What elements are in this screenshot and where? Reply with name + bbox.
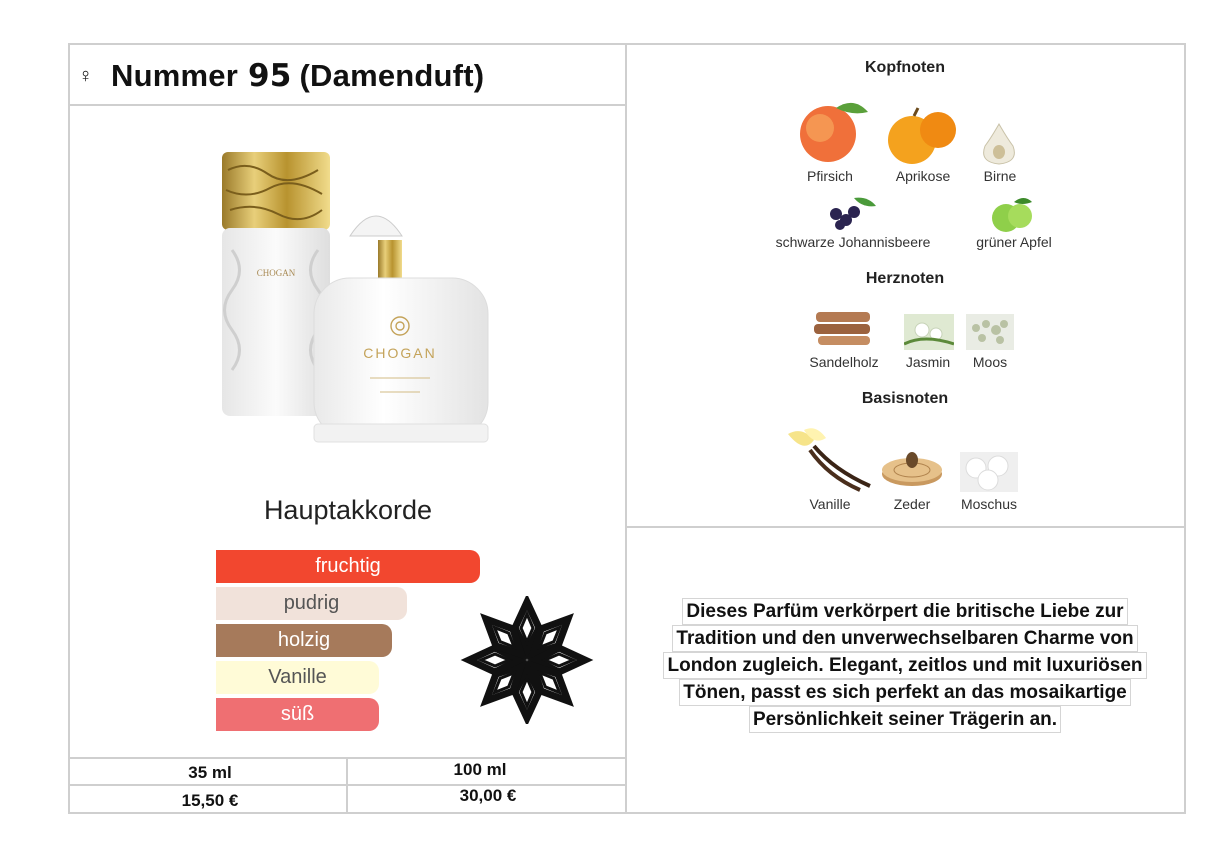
bottle-brand-text: CHOGAN <box>363 345 437 361</box>
blackcurrant-icon <box>824 194 880 232</box>
accord-bar-pudrig <box>216 587 407 620</box>
accord-bar-suess <box>216 698 379 731</box>
description-line: London zugleich. Elegant, zeitlos und mit luxuriösen <box>663 652 1146 679</box>
note-label-pfirsich: Pfirsich <box>807 168 853 184</box>
perfume-product-image <box>210 140 500 450</box>
accord-bar-fruchtig <box>216 550 480 583</box>
note-label-moschus: Moschus <box>960 496 1018 512</box>
page-title <box>72 47 624 105</box>
column-divider <box>625 43 627 814</box>
description-line: Tradition und den unverwechselbaren Charme von <box>672 625 1137 652</box>
price-100: 30,00 € <box>459 786 517 805</box>
notes-divider <box>625 526 1186 528</box>
accord-bar-holzig <box>216 624 392 657</box>
size-35-label: 35 ml <box>188 763 232 782</box>
cedar-icon <box>880 446 944 494</box>
title-suffix: (Damenduft) <box>299 58 485 93</box>
note-label-schwarze-johannisbeere: schwarze Johannisbeere <box>775 234 931 250</box>
flower-logo-icon <box>460 596 594 724</box>
description-line: Persönlichkeit seiner Trägerin an. <box>749 706 1061 733</box>
accord-label: Vanille <box>268 666 327 688</box>
peach-icon <box>786 96 876 164</box>
price-col-divider <box>346 757 348 814</box>
note-label-birne: Birne <box>983 168 1017 184</box>
base-notes-title: Basisnoten <box>861 390 949 407</box>
accord-label: fruchtig <box>315 555 381 577</box>
accord-label: süß <box>280 703 315 725</box>
note-label-sandelholz: Sandelholz <box>809 354 879 370</box>
heart-notes-title: Herznoten <box>865 270 945 287</box>
description-line: Tönen, passt es sich perfekt an das mosaikartige <box>679 679 1131 706</box>
vanilla-icon <box>784 424 876 494</box>
musk-icon <box>960 452 1018 492</box>
green-apple-icon <box>988 194 1036 234</box>
accords-title: Hauptakkorde <box>263 495 433 525</box>
description-line: Dieses Parfüm verkörpert die britische Liebe zur <box>682 598 1127 625</box>
apricot-icon <box>884 104 964 166</box>
note-label-jasmin: Jasmin <box>905 354 951 370</box>
note-label-moos: Moos <box>972 354 1008 370</box>
female-symbol-icon: ♀ <box>78 64 93 87</box>
moss-icon <box>966 314 1014 350</box>
accord-label: pudrig <box>283 592 340 614</box>
note-label-gruener-apfel: grüner Apfel <box>976 234 1052 250</box>
size-100-label: 100 ml <box>453 760 507 779</box>
note-label-aprikose: Aprikose <box>895 168 951 184</box>
title-prefix: Nummer <box>111 58 238 93</box>
note-label-zeder: Zeder <box>893 496 931 512</box>
description-text <box>645 598 1165 733</box>
box-brand-text: CHOGAN <box>256 268 296 278</box>
accord-bar-vanille <box>216 661 379 694</box>
title-number: 95 <box>247 58 292 94</box>
jasmine-icon <box>904 314 954 350</box>
head-notes-title: Kopfnoten <box>865 59 945 76</box>
accord-label: holzig <box>277 629 331 651</box>
note-label-vanille: Vanille <box>809 496 851 512</box>
price-35: 15,50 € <box>181 791 239 810</box>
pear-icon <box>976 120 1022 166</box>
sandalwood-icon <box>812 306 874 348</box>
